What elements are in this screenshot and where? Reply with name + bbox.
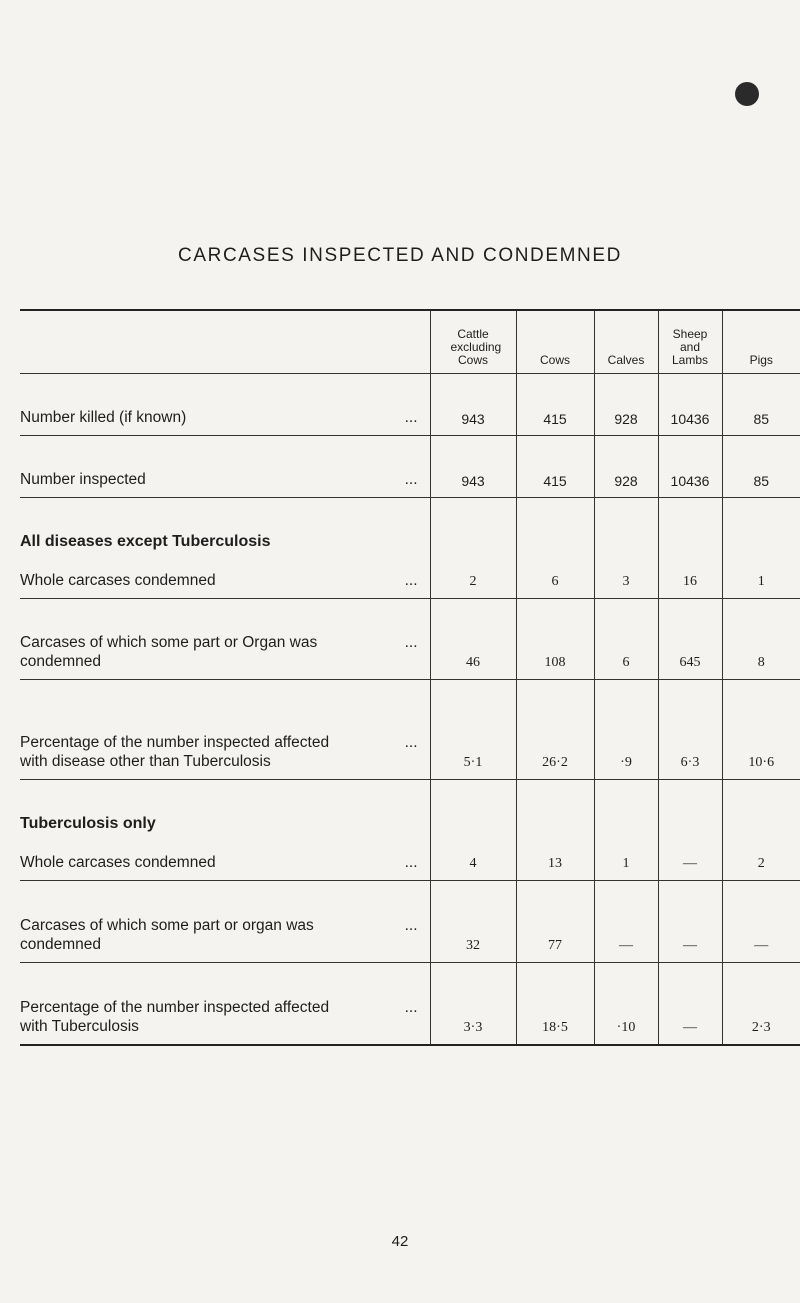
cell-value: ·10 (594, 963, 658, 1045)
header-blank (20, 310, 430, 374)
cell-value: — (658, 881, 722, 963)
cell-value: 46 (430, 599, 516, 680)
cell-value: ·9 (594, 680, 658, 780)
carcases-table (20, 309, 800, 1046)
table-row (20, 963, 800, 1045)
table-row (20, 436, 800, 498)
table-row (20, 599, 800, 680)
row-label: All diseases except Tuberculosis Whole carcases condemned ... (20, 498, 430, 599)
cell-value: 4 (430, 780, 516, 881)
cell-value: 77 (516, 881, 594, 963)
row-label: Percentage of the number inspected affected with Tuberculosis ... (20, 963, 430, 1045)
table-row (20, 780, 800, 881)
cell-value: 1 (594, 780, 658, 881)
bullet-mark (735, 82, 759, 106)
cell-value: 6·3 (658, 680, 722, 780)
cell-value: 10436 (658, 374, 722, 436)
row-label: Number inspected ... (20, 436, 430, 498)
cell-value: 16 (658, 498, 722, 599)
cell-value: 928 (594, 374, 658, 436)
cell-value: 1 (722, 498, 800, 599)
cell-value: 2 (430, 498, 516, 599)
table-row (20, 374, 800, 436)
col-header-cows: Cows (516, 310, 594, 374)
cell-value: 10·6 (722, 680, 800, 780)
cell-value: 85 (722, 436, 800, 498)
cell-value: 108 (516, 599, 594, 680)
cell-value: 26·2 (516, 680, 594, 780)
cell-value: 85 (722, 374, 800, 436)
cell-value: 18·5 (516, 963, 594, 1045)
cell-value: 645 (658, 599, 722, 680)
table-row (20, 498, 800, 599)
table-row (20, 680, 800, 780)
col-header-calves: Calves (594, 310, 658, 374)
cell-value: 3·3 (430, 963, 516, 1045)
row-label: Percentage of the number inspected affected with disease other than Tuberculosis ... (20, 680, 430, 780)
header-row (20, 310, 800, 374)
table-row (20, 881, 800, 963)
col-header-sheep: Sheep and Lambs (658, 310, 722, 374)
cell-value: 6 (516, 498, 594, 599)
cell-value: 3 (594, 498, 658, 599)
section-heading-all-diseases: All diseases except Tuberculosis (20, 533, 271, 550)
col-header-cattle: Cattle excluding Cows (430, 310, 516, 374)
page-title: CARCASES INSPECTED AND CONDEMNED (178, 245, 622, 266)
cell-value: — (594, 881, 658, 963)
section-heading-tuberculosis: Tuberculosis only (20, 815, 156, 832)
cell-value: — (658, 780, 722, 881)
cell-value: 943 (430, 374, 516, 436)
cell-value: 415 (516, 436, 594, 498)
row-label: Tuberculosis only Whole carcases condemned ... (20, 780, 430, 881)
page-number: 42 (391, 1233, 409, 1250)
cell-value: 32 (430, 881, 516, 963)
cell-value: 943 (430, 436, 516, 498)
cell-value: 5·1 (430, 680, 516, 780)
cell-value: 13 (516, 780, 594, 881)
row-label: Carcases of which some part or organ was condemned ... (20, 881, 430, 963)
cell-value: 8 (722, 599, 800, 680)
col-header-pigs: Pigs (722, 310, 800, 374)
cell-value: 2·3 (722, 963, 800, 1045)
cell-value: 10436 (658, 436, 722, 498)
cell-value: — (722, 881, 800, 963)
cell-value: 928 (594, 436, 658, 498)
row-label: Number killed (if known) ... (20, 374, 430, 436)
cell-value: 415 (516, 374, 594, 436)
cell-value: — (658, 963, 722, 1045)
cell-value: 2 (722, 780, 800, 881)
row-label: Carcases of which some part or Organ was condemned ... (20, 599, 430, 680)
cell-value: 6 (594, 599, 658, 680)
